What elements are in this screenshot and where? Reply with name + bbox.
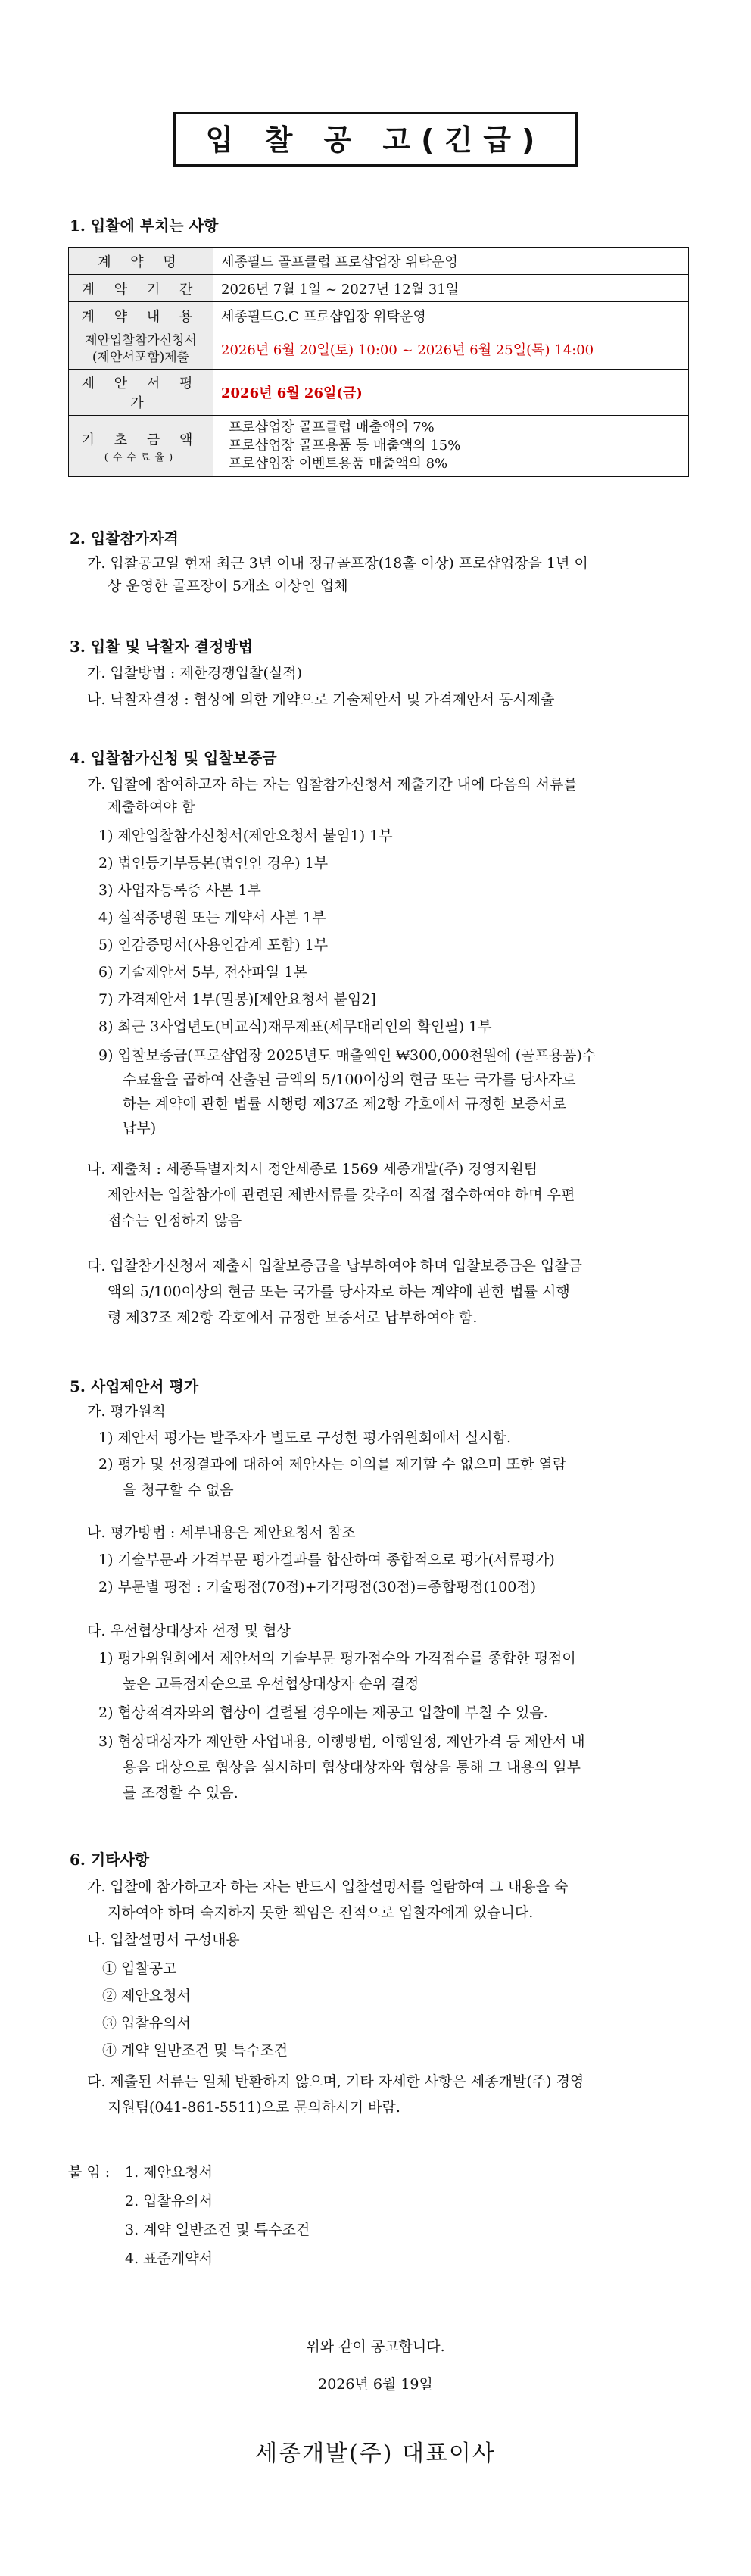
table-label: 계 약 기 간 <box>69 275 213 302</box>
list-item: 9) 입찰보증금(프로샵업장 2025년도 매출액인 ₩300,000천원에 (골프용품)수 <box>98 1047 597 1064</box>
text-line: 가. 입찰방법 : 제한경쟁입찰(실적) <box>87 665 302 681</box>
list-item: 2) 법인등기부등본(법인인 경우) 1부 <box>98 855 329 872</box>
base-amount-label: 기 초 금 액 <box>81 432 201 448</box>
text-line: 제안서는 입찰참가에 관련된 제반서류를 갖추어 직접 접수하여야 하며 우편 <box>108 1187 575 1203</box>
base-amount-sub: (수수료율) <box>104 451 178 463</box>
text-line: 다. 제출된 서류는 일체 반환하지 않으며, 기타 자세한 사항은 세종개발(주) 경영 <box>87 2073 584 2090</box>
list-item: 2) 평가 및 선정결과에 대하여 제안사는 이의를 제기할 수 없으며 또한 열람 <box>98 1456 567 1473</box>
table-label <box>69 416 213 477</box>
list-item: 1) 평가위원회에서 제안서의 기술부문 평가점수와 가격점수를 종합한 평점이 <box>98 1650 576 1667</box>
list-item: 2) 협상적격자와의 협상이 결렬될 경우에는 재공고 입찰에 부칠 수 있음. <box>98 1704 548 1721</box>
table-label: 제 안 서 평 가 <box>69 370 213 416</box>
table-row <box>69 329 689 370</box>
list-item: 1) 제안입찰참가신청서(제안요청서 붙임1) 1부 <box>98 828 393 844</box>
text-line: 지하여야 하며 숙지하지 못한 책임은 전적으로 입찰자에게 있습니다. <box>108 1904 534 1921</box>
list-item: 수료율을 곱하여 산출된 금액의 5/100이상의 현금 또는 국가를 당사자로 <box>123 1071 576 1088</box>
table-value: 2026년 6월 26일(금) <box>213 370 689 416</box>
attachment-item: 3. 계약 일반조건 및 특수조건 <box>125 2222 310 2238</box>
table-row <box>69 248 689 275</box>
text-line: 가. 입찰에 참여하고자 하는 자는 입찰참가신청서 제출기간 내에 다음의 서류를 <box>87 776 578 793</box>
list-item: 1) 기술부문과 가격부문 평가결과를 합산하여 종합적으로 평가(서류평가) <box>98 1552 555 1568</box>
list-item: ② 제안요청서 <box>102 1988 191 2004</box>
text-line: 다. 입찰참가신청서 제출시 입찰보증금을 납부하여야 하며 입찰보증금은 입찰금 <box>87 1258 583 1274</box>
base-line: 프로샵업장 골프용품 등 매출액의 15% <box>229 438 461 454</box>
table-row <box>69 302 689 329</box>
signature: 세종개발(주) 대표이사 <box>255 2440 496 2467</box>
section-4-heading: 4. 입찰참가신청 및 입찰보증금 <box>70 749 277 767</box>
document-title: 입 찰 공 고(긴급) <box>173 112 578 167</box>
attachment-label: 붙 임 : <box>68 2164 111 2181</box>
list-item: ③ 입찰유의서 <box>102 2015 191 2032</box>
list-item: 용을 대상으로 협상을 실시하며 협상대상자와 협상을 통해 그 내용의 일부 <box>123 1759 581 1776</box>
table-value: 2026년 6월 20일(토) 10:00 ~ 2026년 6월 25일(목) 14:00 <box>213 329 689 370</box>
attachment-item: 1. 제안요청서 <box>125 2164 213 2181</box>
list-item: 5) 인감증명서(사용인감계 포함) 1부 <box>98 937 329 953</box>
text-line: 나. 제출처 : 세종특별자치시 정안세종로 1569 세종개발(주) 경영지원팀 <box>87 1161 538 1177</box>
table-row <box>69 416 689 477</box>
text-line: 령 제37조 제2항 각호에서 규정한 보증서로 납부하여야 함. <box>108 1309 478 1326</box>
list-item: 1) 제안서 평가는 발주자가 별도로 구성한 평가위원회에서 실시함. <box>98 1430 512 1446</box>
list-item: 3) 사업자등록증 사본 1부 <box>98 882 261 899</box>
list-item: 3) 협상대상자가 제안한 사업내용, 이행방법, 이행일정, 제안가격 등 제안서 내 <box>98 1733 585 1750</box>
text-line: 액의 5/100이상의 현금 또는 국가를 당사자로 하는 계약에 관한 법률 시행 <box>108 1283 570 1300</box>
table-row <box>69 275 689 302</box>
list-item: 을 청구할 수 없음 <box>123 1482 234 1499</box>
title-wrapper <box>0 112 751 167</box>
text-line: 가. 평가원칙 <box>87 1403 166 1420</box>
list-item: 4) 실적증명원 또는 계약서 사본 1부 <box>98 909 326 926</box>
base-line: 프로샵업장 골프클럽 매출액의 7% <box>229 419 435 435</box>
text-line: 제출하여야 함 <box>108 799 196 816</box>
table-row <box>69 370 689 416</box>
contract-info-table <box>68 247 689 477</box>
list-item: 를 조정할 수 있음. <box>123 1785 238 1801</box>
table-label: 계 약 명 <box>69 248 213 275</box>
section-2-heading: 2. 입찰참가자격 <box>70 529 179 547</box>
text-line: 다. 우선협상대상자 선정 및 협상 <box>87 1623 291 1639</box>
section-6-heading: 6. 기타사항 <box>70 1851 150 1869</box>
text-line: 가. 입찰공고일 현재 최근 3년 이내 정규골프장(18홀 이상) 프로샵업장을 1년 이 <box>87 555 588 572</box>
text-line: 상 운영한 골프장이 5개소 이상인 업체 <box>108 578 348 594</box>
notice-date: 2026년 6월 19일 <box>318 2376 433 2393</box>
text-line: 나. 평가방법 : 세부내용은 제안요청서 참조 <box>87 1524 356 1541</box>
list-item: 납부) <box>123 1120 157 1137</box>
list-item: ① 입찰공고 <box>102 1960 177 1977</box>
list-item: 하는 계약에 관한 법률 시행령 제37조 제2항 각호에서 규정한 보증서로 <box>123 1096 567 1112</box>
attachment-item: 4. 표준계약서 <box>125 2250 213 2267</box>
section-1-heading: 1. 입찰에 부치는 사항 <box>70 217 219 235</box>
text-line: 가. 입찰에 참가하고자 하는 자는 반드시 입찰설명서를 열람하여 그 내용을 숙 <box>87 1879 569 1895</box>
table-label: 제안입찰참가신청서(제안서포함)제출 <box>69 329 213 370</box>
section-5-heading: 5. 사업제안서 평가 <box>70 1377 199 1396</box>
text-line: 나. 입찰설명서 구성내용 <box>87 1932 240 1948</box>
closing-text: 위와 같이 공고합니다. <box>306 2338 445 2355</box>
base-line: 프로샵업장 이벤트용품 매출액의 8% <box>229 456 448 472</box>
section-3-heading: 3. 입찰 및 낙찰자 결정방법 <box>70 638 253 656</box>
table-value: 2026년 7월 1일 ~ 2027년 12월 31일 <box>213 275 689 302</box>
table-value: 세종필드 골프클럽 프로샵업장 위탁운영 <box>213 248 689 275</box>
table-value <box>213 416 689 477</box>
list-item: 높은 고득점자순으로 우선협상대상자 순위 결정 <box>123 1676 419 1692</box>
list-item: 6) 기술제안서 5부, 전산파일 1본 <box>98 964 307 981</box>
list-item: 7) 가격제안서 1부(밀봉)[제안요청서 붙임2] <box>98 991 376 1008</box>
text-line: 나. 낙찰자결정 : 협상에 의한 계약으로 기술제안서 및 가격제안서 동시제출 <box>87 691 555 708</box>
table-label: 계 약 내 용 <box>69 302 213 329</box>
list-item: ④ 계약 일반조건 및 특수조건 <box>102 2042 288 2059</box>
attachment-item: 2. 입찰유의서 <box>125 2193 213 2210</box>
list-item: 2) 부문별 평점 : 기술평점(70점)+가격평점(30점)=종합평점(100점) <box>98 1579 537 1595</box>
text-line: 지원팀(041-861-5511)으로 문의하시기 바람. <box>108 2099 400 2116</box>
text-line: 접수는 인정하지 않음 <box>108 1212 242 1229</box>
list-item: 8) 최근 3사업년도(비교식)재무제표(세무대리인의 확인필) 1부 <box>98 1018 492 1035</box>
table-value: 세종필드G.C 프로샵업장 위탁운영 <box>213 302 689 329</box>
